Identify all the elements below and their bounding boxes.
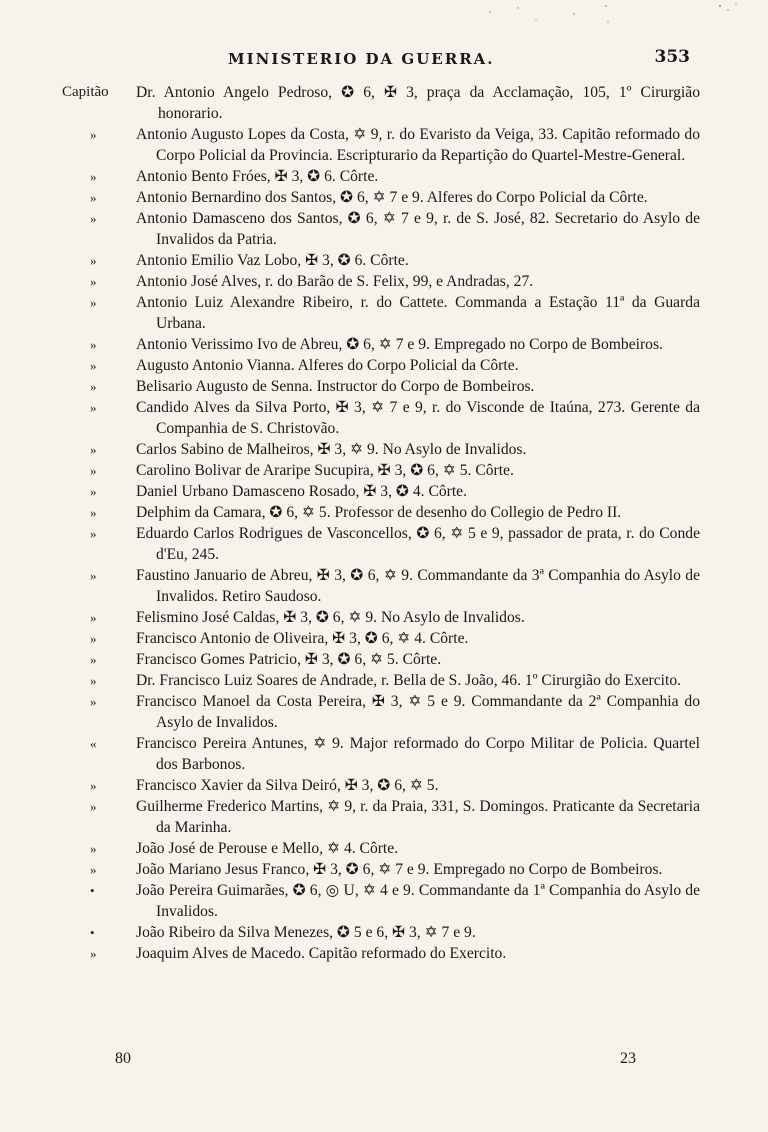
list-item: [0, 460, 768, 481]
list-item: [0, 649, 768, 670]
rank-label: Capitão: [62, 84, 109, 100]
entry-text: Belisario Augusto de Senna. Instructor do Corpo de Bombeiros.: [136, 378, 535, 395]
rank-label: »: [90, 337, 97, 352]
rank-label: »: [90, 127, 97, 142]
rank-label: »: [90, 568, 97, 583]
list-item: [0, 733, 768, 775]
entry-text: Carolino Bolivar de Araripe Sucupira, ✠ 3, ✪ 6, ✡ 5. Côrte.: [136, 462, 514, 479]
entry-text: Candido Alves da Silva Porto, ✠ 3, ✡ 7 e 9, r. do Visconde de Itaúna, 273. Gerente da Companhia de S. Christovão.: [136, 399, 700, 437]
list-item: [0, 355, 768, 376]
list-item: [0, 208, 768, 250]
list-item: [0, 628, 768, 649]
rank-label: »: [90, 463, 97, 478]
rank-label: »: [90, 253, 97, 268]
page-footer: [0, 1050, 768, 1074]
list-item: [0, 439, 768, 460]
entry-text: Faustino Januario de Abreu, ✠ 3, ✪ 6, ✡ 9. Commandante da 3ª Companhia do Asylo de Invalidos. Retiro Saudoso.: [136, 567, 700, 605]
rank-label: »: [90, 694, 97, 709]
rank-label: »: [90, 400, 97, 415]
list-item: [0, 82, 768, 124]
rank-label: »: [90, 295, 97, 310]
list-item: [0, 796, 768, 838]
list-item: [0, 838, 768, 859]
rank-label: »: [90, 652, 97, 667]
list-item: [0, 334, 768, 355]
entry-text: Eduardo Carlos Rodrigues de Vasconcellos, ✪ 6, ✡ 5 e 9, passador de prata, r. do Conde d'Eu, 245.: [136, 525, 700, 563]
list-item: [0, 481, 768, 502]
list-item: [0, 859, 768, 880]
entry-text: Antonio Verissimo Ivo de Abreu, ✪ 6, ✡ 7 e 9. Empregado no Corpo de Bombeiros.: [136, 336, 663, 353]
page-number: 353: [654, 47, 690, 67]
rank-label: »: [90, 379, 97, 394]
entry-text: Antonio Luiz Alexandre Ribeiro, r. do Cattete. Commanda a Estação 11ª da Guarda Urbana.: [136, 294, 700, 332]
entry-text: Antonio José Alves, r. do Barão de S. Felix, 99, e Andradas, 27.: [136, 273, 534, 290]
entry-text: João Pereira Guimarães, ✪ 6, ◎ U, ✡ 4 e 9. Commandante da 1ª Companhia do Asylo de Invalidos.: [136, 882, 700, 920]
list-item: [0, 502, 768, 523]
rank-label: »: [90, 505, 97, 520]
entry-text: Dr. Antonio Angelo Pedroso, ✪ 6, ✠ 3, praça da Acclamação, 105, 1º Cirurgião honorario.: [136, 84, 700, 122]
entry-text: Delphim da Camara, ✪ 6, ✡ 5. Professor de desenho do Collegio de Pedro II.: [136, 504, 622, 521]
rank-label: »: [90, 358, 97, 373]
signature-mark-right: 23: [620, 1050, 636, 1067]
rank-label: »: [90, 274, 97, 289]
rank-label: »: [90, 610, 97, 625]
rank-label: »: [90, 211, 97, 226]
page-header: [0, 47, 768, 74]
list-item: [0, 187, 768, 208]
rank-label: »: [90, 190, 97, 205]
list-item: [0, 166, 768, 187]
rank-label: «: [90, 736, 97, 751]
entry-text: João José de Perouse e Mello, ✡ 4. Côrte.: [136, 840, 399, 857]
rank-label: »: [90, 799, 97, 814]
entry-text: Antonio Damasceno dos Santos, ✪ 6, ✡ 7 e 9, r. de S. José, 82. Secretario do Asylo de Invalidos da Patria.: [136, 210, 700, 248]
entry-text: Francisco Antonio de Oliveira, ✠ 3, ✪ 6, ✡ 4. Côrte.: [136, 630, 469, 647]
rank-label: •: [90, 925, 95, 940]
list-item: [0, 943, 768, 964]
list-item: [0, 565, 768, 607]
list-item: [0, 922, 768, 943]
entry-text: Francisco Gomes Patricio, ✠ 3, ✪ 6, ✡ 5. Côrte.: [136, 651, 442, 668]
rank-label: »: [90, 169, 97, 184]
list-item: [0, 376, 768, 397]
entry-text: Antonio Augusto Lopes da Costa, ✡ 9, r. do Evaristo da Veiga, 33. Capitão reformado do Corpo Policial da Provincia. Escripturario da Repartição do Quartel-Mestre-General.: [136, 126, 700, 164]
entry-text: João Mariano Jesus Franco, ✠ 3, ✪ 6, ✡ 7 e 9. Empregado no Corpo de Bombeiros.: [136, 861, 663, 878]
entry-text: Felismino José Caldas, ✠ 3, ✪ 6, ✡ 9. No Asylo de Invalidos.: [136, 609, 525, 626]
entry-text: Antonio Bernardino dos Santos, ✪ 6, ✡ 7 e 9. Alferes do Corpo Policial da Côrte.: [136, 189, 648, 206]
rank-label: »: [90, 484, 97, 499]
list-item: [0, 250, 768, 271]
rank-label: »: [90, 673, 97, 688]
list-item: [0, 775, 768, 796]
entry-text: Francisco Pereira Antunes, ✡ 9. Major reformado do Corpo Militar de Policia. Quartel dos Barbonos.: [136, 735, 700, 773]
rank-label: »: [90, 631, 97, 646]
entry-text: Francisco Manoel da Costa Pereira, ✠ 3, ✡ 5 e 9. Commandante da 2ª Companhia do Asylo de Invalidos.: [136, 693, 700, 731]
rank-label: »: [90, 526, 97, 541]
entry-text: João Ribeiro da Silva Menezes, ✪ 5 e 6, ✠ 3, ✡ 7 e 9.: [136, 924, 476, 941]
entry-text: Dr. Francisco Luiz Soares de Andrade, r. Bella de S. João, 46. 1º Cirurgião do Exercito.: [136, 672, 682, 689]
officer-list: [0, 82, 768, 964]
list-item: [0, 523, 768, 565]
entry-text: Antonio Emilio Vaz Lobo, ✠ 3, ✪ 6. Côrte.: [136, 252, 409, 269]
entry-text: Augusto Antonio Vianna. Alferes do Corpo Policial da Côrte.: [136, 357, 519, 374]
entry-text: Antonio Bento Fróes, ✠ 3, ✪ 6. Côrte.: [136, 168, 379, 185]
list-item: [0, 271, 768, 292]
rank-label: »: [90, 862, 97, 877]
list-item: [0, 670, 768, 691]
list-item: [0, 691, 768, 733]
running-title: MINISTERIO DA GUERRA.: [228, 50, 495, 68]
paper-specks-decoration: [470, 0, 760, 40]
rank-label: »: [90, 841, 97, 856]
rank-label: »: [90, 778, 97, 793]
rank-label: »: [90, 442, 97, 457]
entry-text: Daniel Urbano Damasceno Rosado, ✠ 3, ✪ 4. Côrte.: [136, 483, 468, 500]
entry-text: Joaquim Alves de Macedo. Capitão reformado do Exercito.: [136, 945, 507, 962]
entry-text: Francisco Xavier da Silva Deiró, ✠ 3, ✪ 6, ✡ 5.: [136, 777, 439, 794]
list-item: [0, 880, 768, 922]
list-item: [0, 124, 768, 166]
signature-mark-left: 80: [115, 1050, 131, 1067]
list-item: [0, 607, 768, 628]
entry-text: Carlos Sabino de Malheiros, ✠ 3, ✡ 9. No Asylo de Invalidos.: [136, 441, 527, 458]
rank-label: •: [90, 883, 95, 898]
list-item: [0, 292, 768, 334]
list-item: [0, 397, 768, 439]
rank-label: »: [90, 946, 97, 961]
entry-text: Guilherme Frederico Martins, ✡ 9, r. da Praia, 331, S. Domingos. Praticante da Secretaria da Marinha.: [136, 798, 700, 836]
